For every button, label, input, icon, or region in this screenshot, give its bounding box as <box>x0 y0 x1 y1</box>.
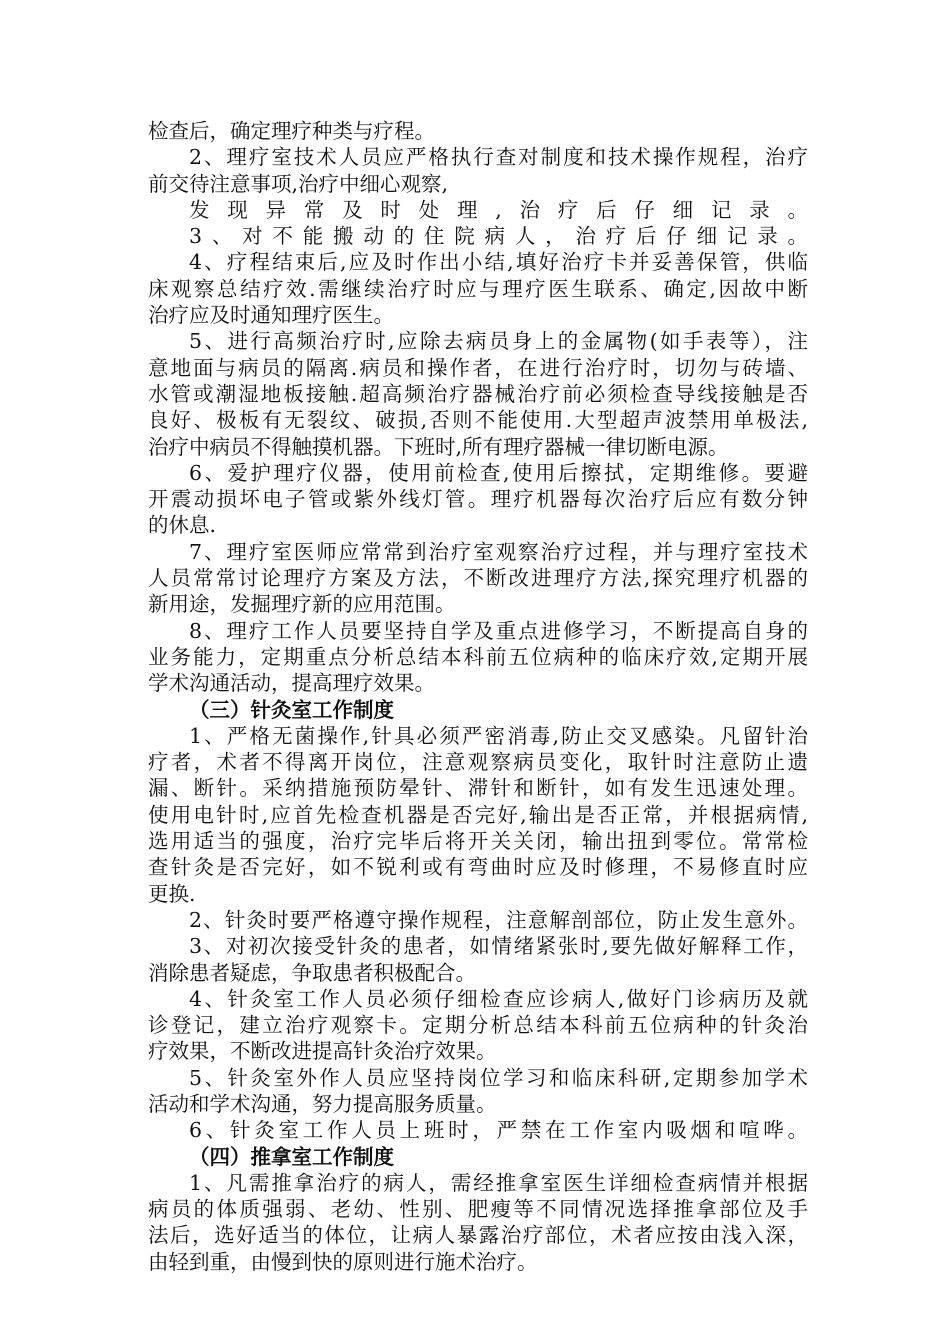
text-line: 检查后，确定理疗种类与疗程。 <box>148 119 435 143</box>
text-line: 发现异常及时处理,治疗后仔细记录。 <box>189 197 808 222</box>
text-line: 4、疗程结束后,应及时作出小结,填好治疗卡并妥善保管，供临 <box>189 250 808 275</box>
text-line: 1、凡需推拿治疗的病人，需经推拿室医生详细检查病情并根据 <box>189 1170 808 1195</box>
text-line: 选用适当的强度，治疗完毕后将开关关闭，输出扭到零位。常常检 <box>148 829 808 854</box>
section-heading: （三）针灸室工作制度 <box>189 697 394 722</box>
text-line: 5、针灸室外作人员应坚持岗位学习和临床科研,定期参加学术 <box>189 1065 808 1090</box>
text-line: 学术沟通活动，提高理疗效果。 <box>148 671 435 696</box>
text-line: 活动和学术沟通，努力提高服务质量。 <box>148 1091 497 1116</box>
section-heading: （四）推拿室工作制度 <box>189 1144 394 1169</box>
text-line: 治疗中病员不得触摸机器。下班时,所有理疗器械一律切断电源。 <box>148 434 729 459</box>
text-line: 漏、断针。采纳措施预防晕针、滞针和断针，如有发生迅速处理。 <box>148 776 808 801</box>
text-line: 病员的体质强弱、老幼、性别、肥瘦等不同情况选择推拿部位及手 <box>148 1197 808 1222</box>
text-line: 人员常常讨论理疗方案及方法，不断改进理疗方法,探究理疗机器的 <box>148 566 808 591</box>
text-line: 2、理疗室技术人员应严格执行查对制度和技术操作规程，治疗 <box>189 145 808 170</box>
text-line: 治疗应及时通知理疗医生。 <box>148 303 394 328</box>
text-line: 4、针灸室工作人员必须仔细检查应诊病人,做好门诊病历及就 <box>189 986 808 1011</box>
text-line: 1、严格无菌操作,针具必须严密消毒,防止交叉感染。凡留针治 <box>189 723 808 748</box>
text-line: 7、理疗室医师应常常到治疗室观察治疗过程，并与理疗室技术 <box>189 539 808 564</box>
text-line: 床观察总结疗效.需继续治疗时应与理疗医生联系、确定,因故中断 <box>148 276 808 301</box>
text-line: 6、爱护理疗仪器，使用前检查,使用后擦拭，定期维修。要避 <box>189 460 808 485</box>
text-line: 新用途，发掘理疗新的应用范围。 <box>148 592 456 617</box>
text-line: 消除患者疑虑，争取患者积极配合。 <box>148 960 476 985</box>
text-line: 3、对初次接受针灸的患者，如情绪紧张时,要先做好解释工作， <box>189 934 808 959</box>
text-line: 更换. <box>148 881 196 906</box>
text-line: 良好、极板有无裂纹、破损,否则不能使用.大型超声波禁用单极法, <box>148 408 808 433</box>
text-line: 疗效果，不断改进提高针灸治疗效果。 <box>148 1039 497 1064</box>
text-line: 法后，选好适当的体位，让病人暴露治疗部位，术者应按由浅入深， <box>148 1223 808 1248</box>
text-line: 前交待注意事项,治疗中细心观察, <box>148 171 449 196</box>
text-line: 业务能力，定期重点分析总结本科前五位病种的临床疗效,定期开展 <box>148 644 808 669</box>
text-line: 水管或潮湿地板接触.超高频治疗器械治疗前必须检查导线接触是否 <box>148 381 808 406</box>
text-line: 6、针灸室工作人员上班时，严禁在工作室内吸烟和喧哗。 <box>189 1118 808 1143</box>
text-line: 意地面与病员的隔离.病员和操作者，在进行治疗时，切勿与砖墙、 <box>148 355 808 380</box>
text-line: 由轻到重，由慢到快的原则进行施术治疗。 <box>148 1249 538 1274</box>
text-line: 开震动损坏电子管或紫外线灯管。理疗机器每次治疗后应有数分钟 <box>148 487 808 512</box>
text-line: 诊登记，建立治疗观察卡。定期分析总结本科前五位病种的针灸治 <box>148 1013 808 1038</box>
text-line: 3、对不能搬动的住院病人，治疗后仔细记录。 <box>189 224 808 249</box>
text-line: 查针灸是否完好，如不锐利或有弯曲时应及时修理，不易修直时应 <box>148 855 808 880</box>
text-line: 的休息. <box>148 513 217 538</box>
text-line: 8、理疗工作人员要坚持自学及重点进修学习，不断提高自身的 <box>189 618 808 643</box>
document-body <box>148 118 808 1275</box>
text-line: 使用电针时,应首先检查机器是否完好,输出是否正常，并根据病情, <box>148 802 808 827</box>
text-line: 疗者，术者不得离开岗位，注意观察病员变化，取针时注意防止遗 <box>148 750 808 775</box>
text-line: 5、进行高频治疗时,应除去病员身上的金属物(如手表等），注 <box>189 329 808 354</box>
text-line: 2、针灸时要严格遵守操作规程，注意解剖部位，防止发生意外。 <box>189 907 808 932</box>
